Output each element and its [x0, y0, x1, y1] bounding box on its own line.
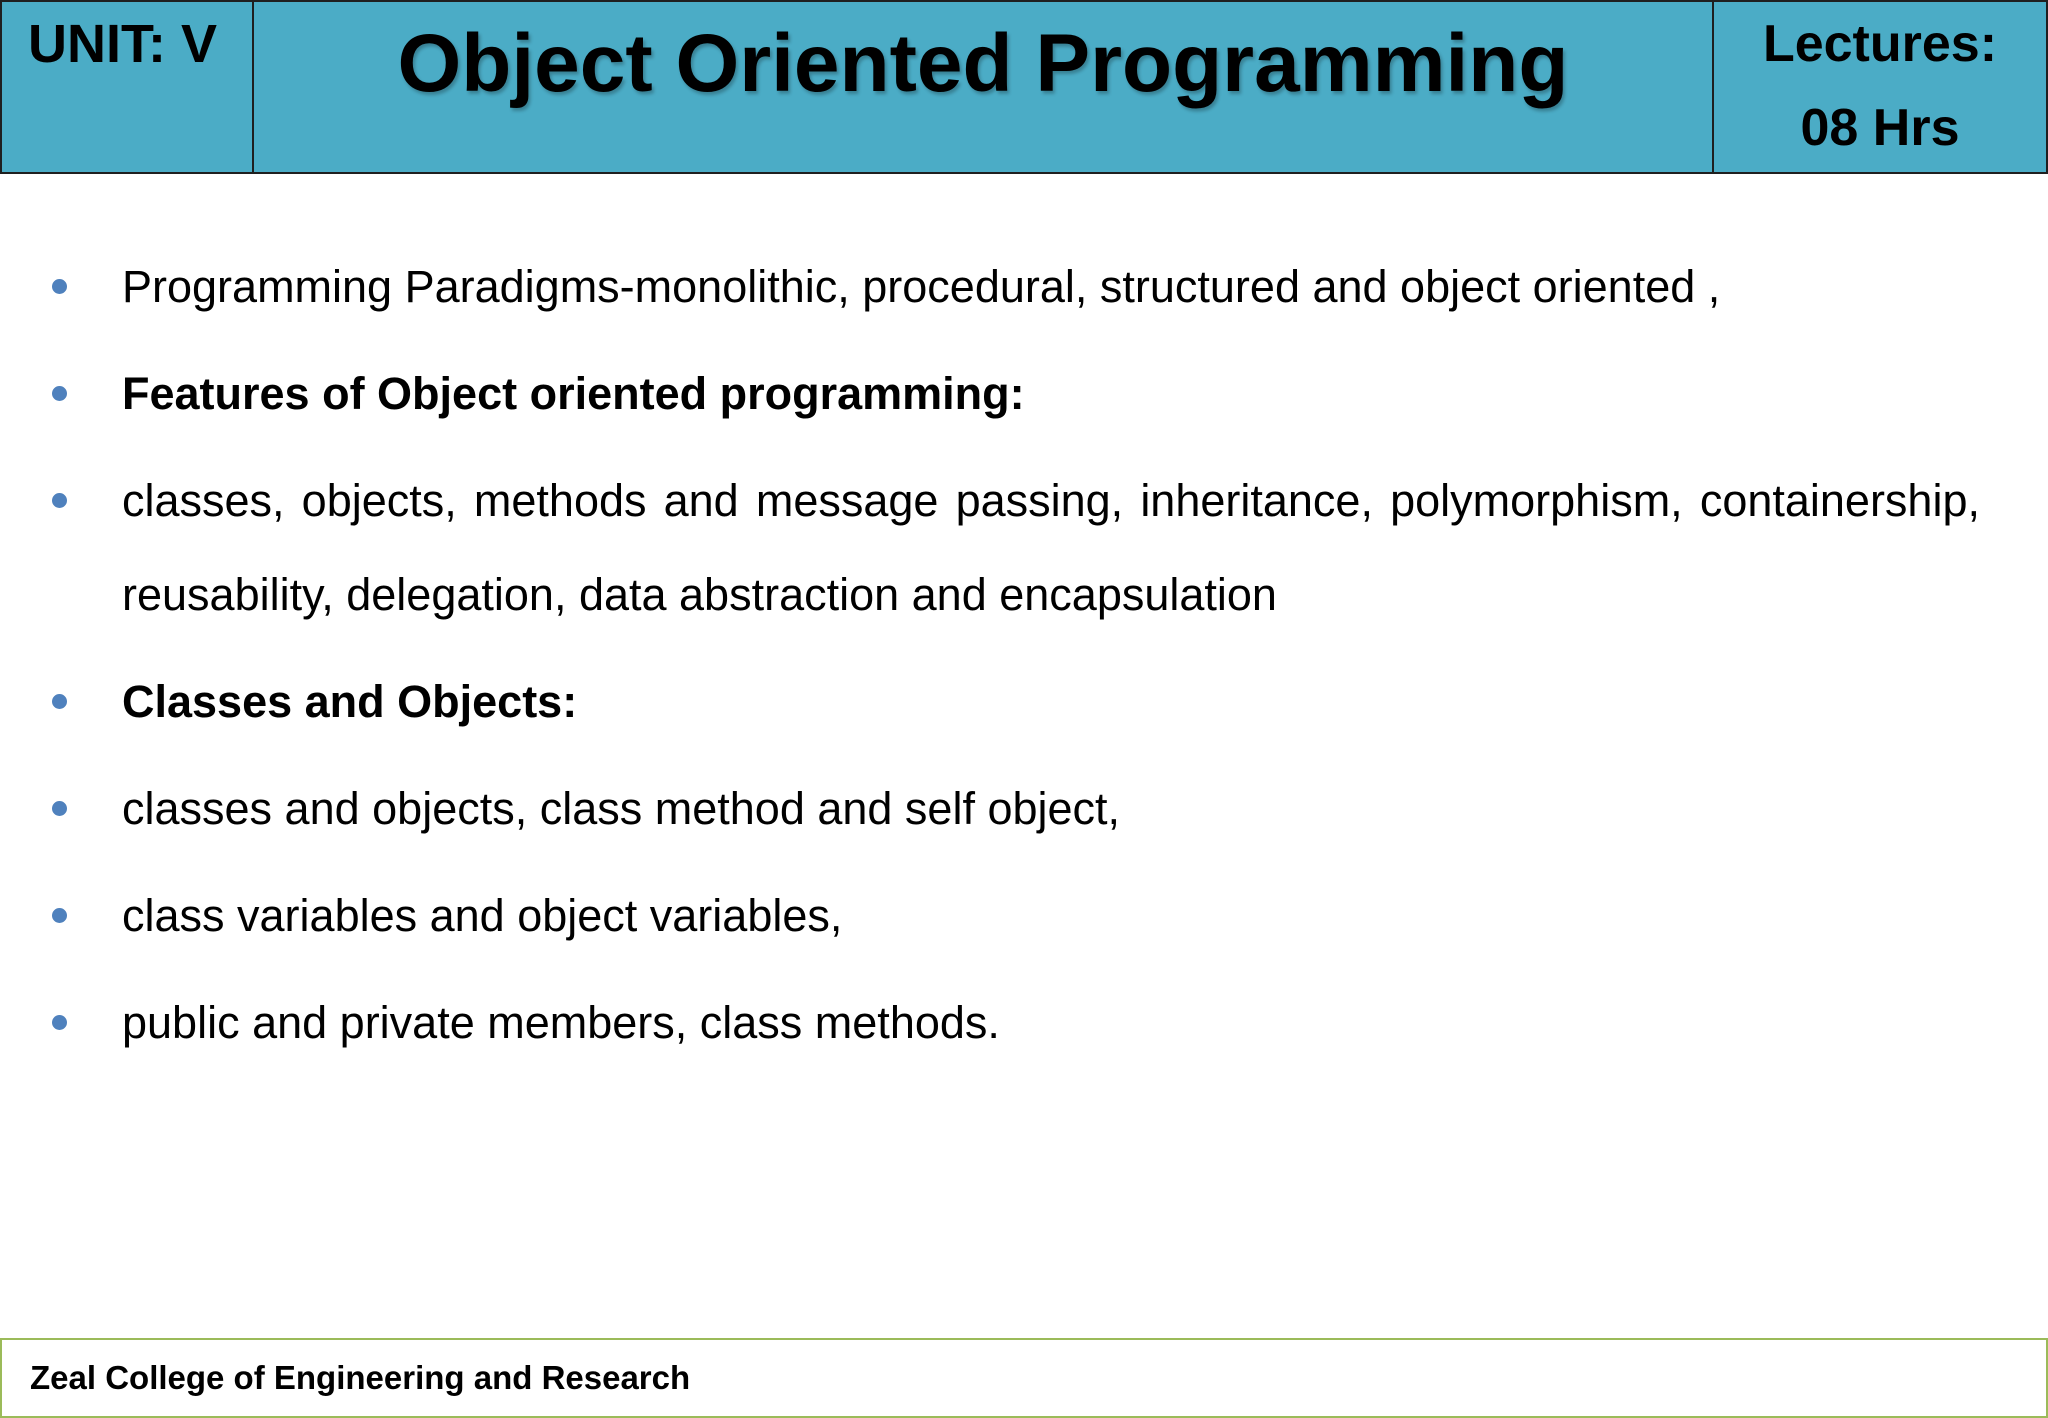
bullet-text: classes and objects, class method and self object,	[122, 783, 1121, 834]
bullet-item-variables	[0, 869, 2048, 963]
institution-name: Zeal College of Engineering and Research	[30, 1359, 691, 1396]
bullet-item-classes-objects	[0, 762, 2048, 856]
bullet-text: Features of Object oriented programming:	[122, 368, 1025, 419]
lectures-value: 08 Hrs	[1800, 99, 1960, 157]
bullet-dot-icon	[52, 908, 67, 923]
bullet-text: public and private members, class methods.	[122, 997, 1000, 1048]
bullet-dot-icon	[52, 493, 67, 508]
lectures-label: Lectures:	[1762, 15, 1998, 73]
slide-title: Object Oriented Programming	[397, 18, 1569, 109]
bullet-item-features-heading	[0, 347, 2048, 441]
bullet-dot-icon	[52, 694, 67, 709]
unit-label: UNIT: V	[28, 14, 217, 74]
bullet-dot-icon	[52, 1015, 67, 1030]
unit-cell	[0, 0, 252, 174]
bullet-text: Programming Paradigms-monolithic, procedural, structured and object oriented ,	[122, 261, 1721, 312]
bullet-item-classes-heading	[0, 655, 2048, 749]
bullet-dot-icon	[52, 801, 67, 816]
footer-bar	[0, 1338, 2048, 1418]
bullet-list	[0, 240, 2048, 1083]
title-cell	[252, 0, 1712, 174]
bullet-dot-icon	[52, 386, 67, 401]
bullet-item-paradigms	[0, 240, 2048, 334]
bullet-text: Classes and Objects:	[122, 676, 578, 727]
bullet-dot-icon	[52, 279, 67, 294]
bullet-text: class variables and object variables,	[122, 890, 843, 941]
bullet-text: classes, objects, methods and message passing, inheritance, polymorphism, containership, reusability, delegation, data abstraction and encapsulation	[122, 475, 1980, 620]
lectures-cell	[1712, 0, 2048, 174]
header-bar	[0, 0, 2048, 174]
bullet-item-members	[0, 976, 2048, 1070]
bullet-item-features-list	[0, 454, 2048, 642]
